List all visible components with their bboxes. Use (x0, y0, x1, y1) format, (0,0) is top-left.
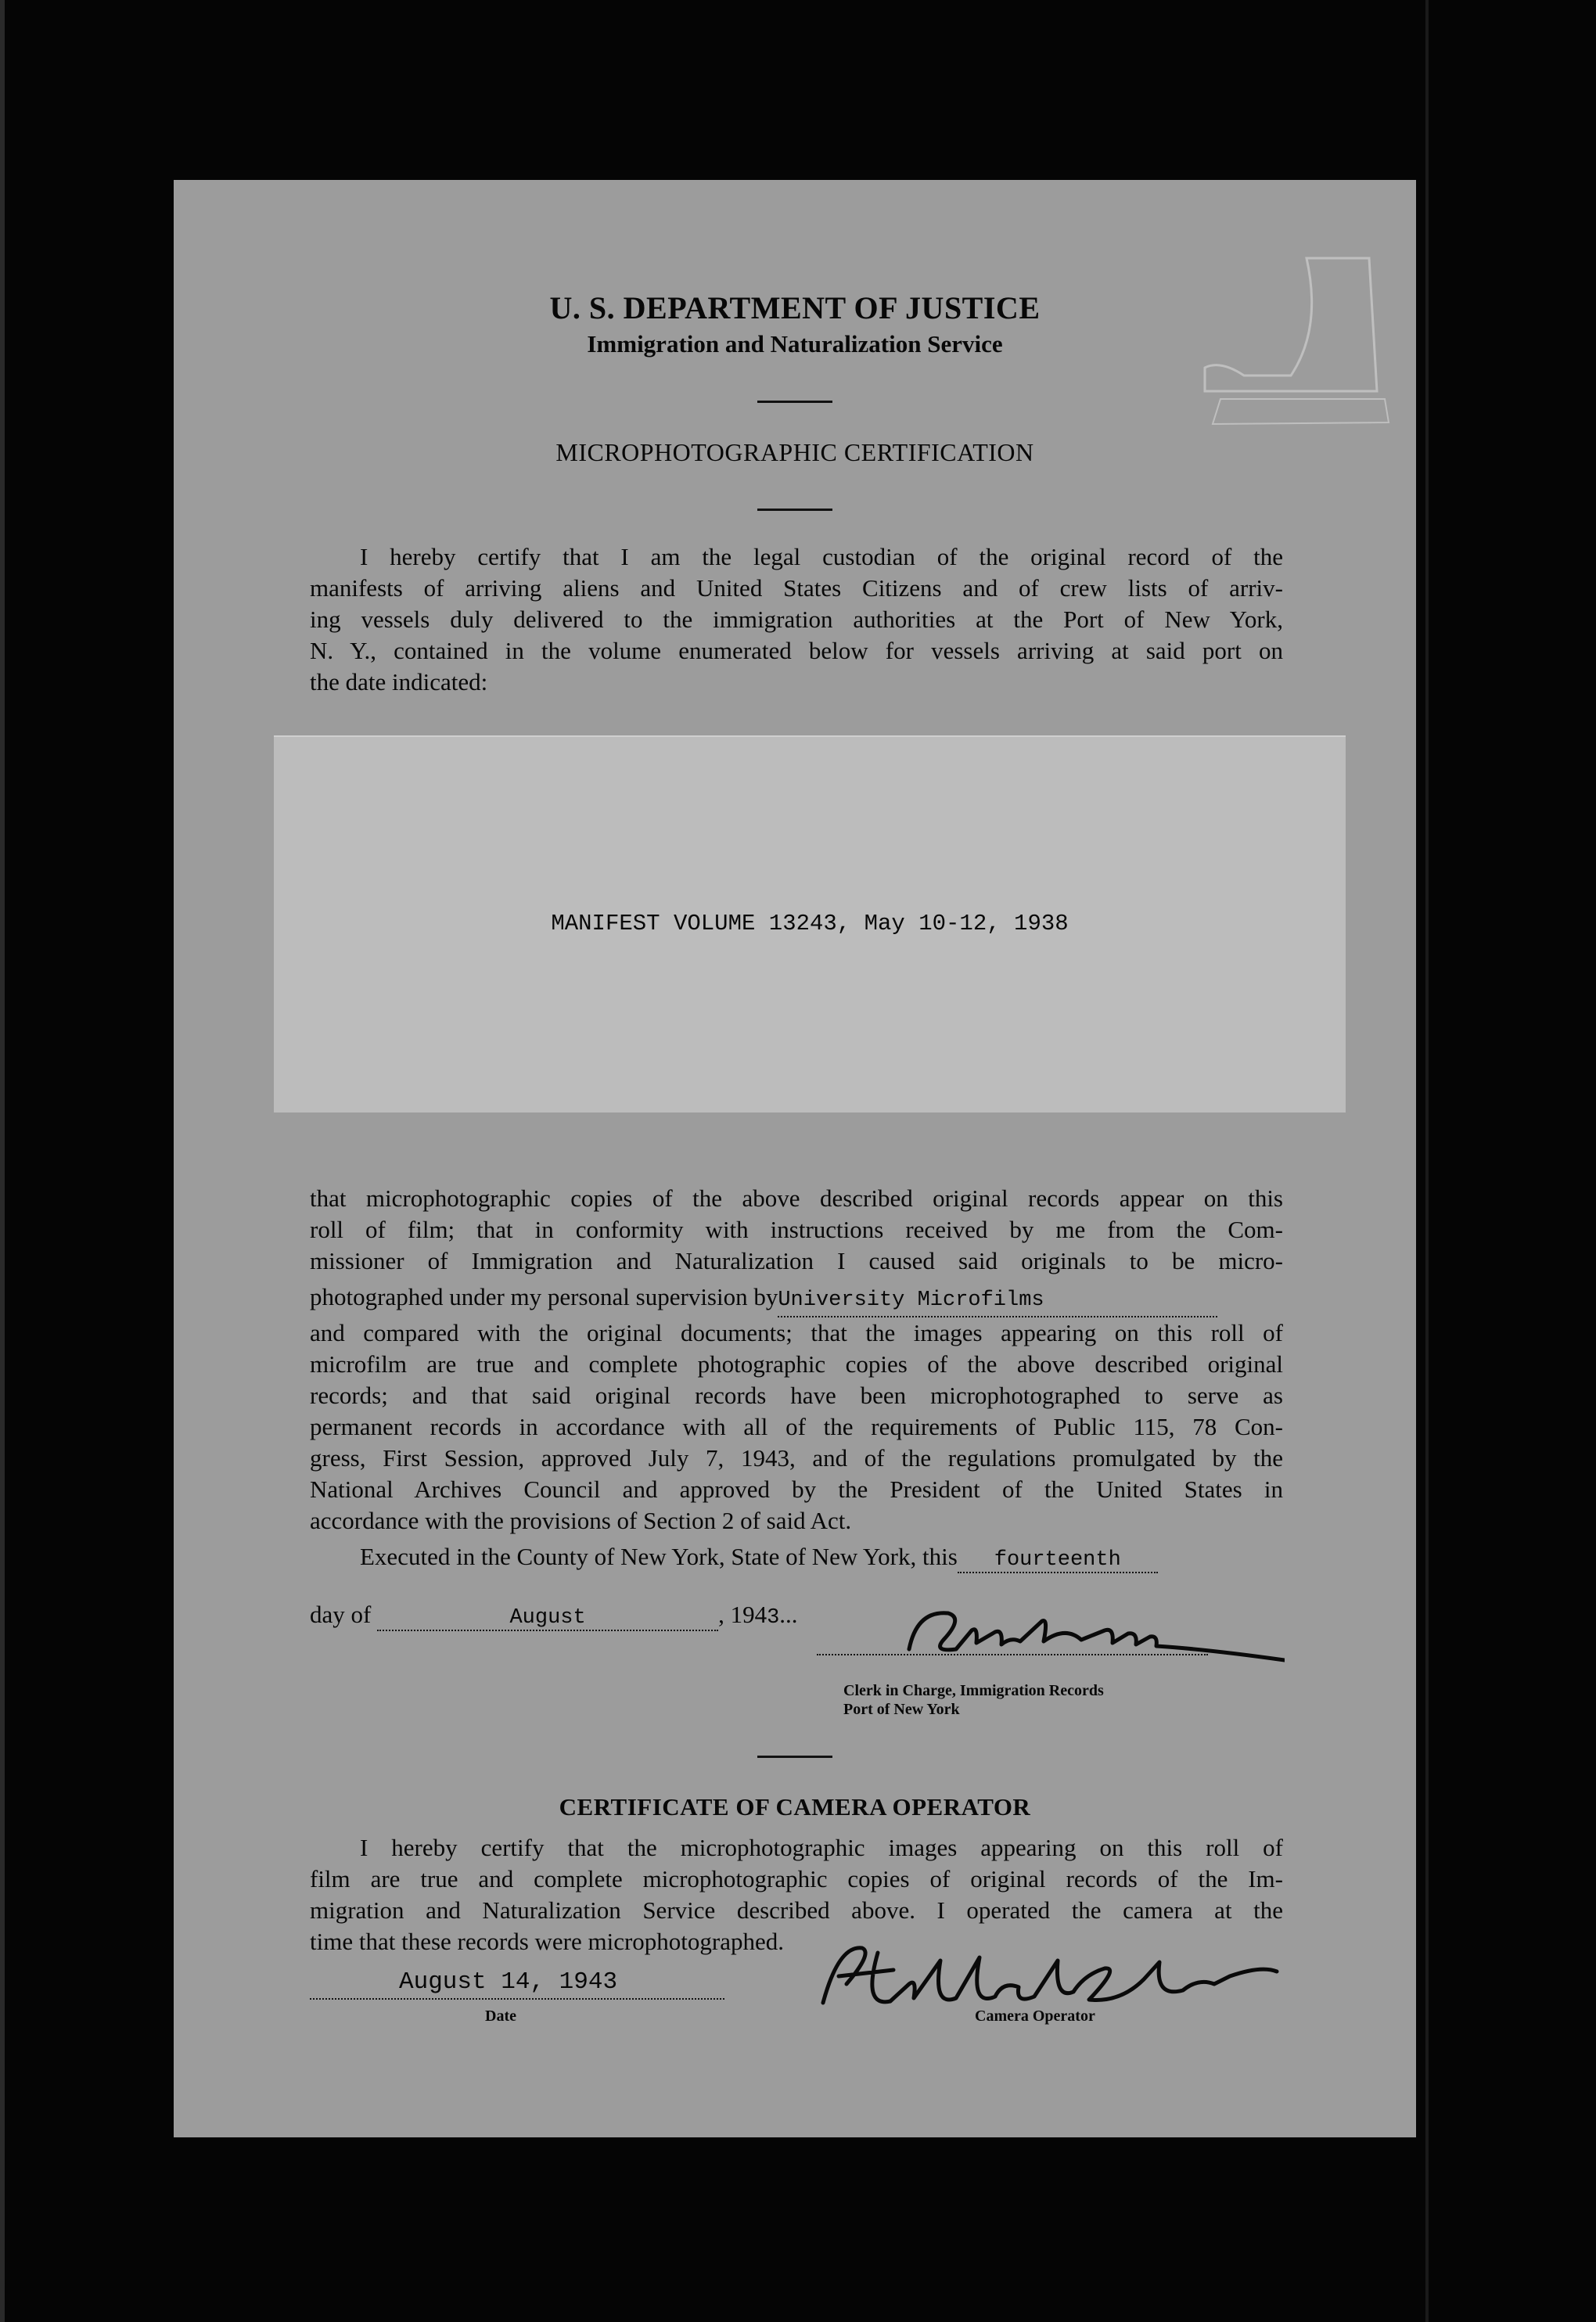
text-line: I hereby certify that the microphotographic images appearing on this roll of (360, 1834, 1283, 1861)
divider (757, 509, 832, 511)
clerk-title: Clerk in Charge, Immigration Records (843, 1682, 1104, 1699)
service-subtitle: Immigration and Naturalization Service (587, 330, 1003, 358)
text-line: records; and that said original records have been microphotographed to serve as (310, 1382, 1283, 1409)
text-line: that microphotographic copies of the above described original records appear on this (310, 1184, 1283, 1212)
manifest-volume: MANIFEST VOLUME 13243, May 10-12, 1938 (551, 911, 1069, 936)
text-line: I hereby certify that I am the legal custodian of the original record of the (360, 543, 1283, 570)
day-blank (958, 1543, 1158, 1573)
executed-line (360, 1543, 1158, 1573)
supervision-line (310, 1281, 1283, 1317)
text-line: N. Y., contained in the volume enumerated below for vessels arriving at said port on (310, 637, 1283, 664)
divider (757, 1756, 832, 1758)
supervision-text: photographed under my personal supervision by (310, 1283, 778, 1310)
department-title: U. S. DEPARTMENT OF JUSTICE (549, 290, 1041, 325)
text-line: National Archives Council and approved by the President of the United States in (310, 1476, 1283, 1503)
year-prefix: , 194 (718, 1601, 767, 1628)
day-fill: fourteenth (994, 1548, 1121, 1572)
camera-operator-label: Camera Operator (975, 2007, 1095, 2025)
text-line: migration and Naturalization Service described above. I operated the camera at the (310, 1896, 1283, 1924)
year-fill: 3 (767, 1606, 780, 1630)
certificate-sheet (174, 180, 1416, 2137)
text-line: gress, First Session, approved July 7, 1943, and of the regulations promulgated by the (310, 1444, 1283, 1472)
certification-title: MICROPHOTOGRAPHIC CERTIFICATION (555, 438, 1034, 466)
intro-paragraph (310, 541, 1283, 698)
supervision-blank (778, 1281, 1217, 1317)
text-line: permanent records in accordance with all of the requirements of Public 115, 78 Con- (310, 1413, 1283, 1440)
manifest-slip (274, 735, 1346, 1112)
date-line (310, 1998, 724, 2000)
year-suffix: ... (779, 1601, 798, 1628)
film-edge-right (1425, 0, 1429, 2322)
month-fill: August (509, 1606, 586, 1630)
divider (757, 401, 832, 403)
day-of-label: day of (310, 1601, 372, 1628)
body-paragraph (310, 1183, 1283, 1537)
date-fill: August 14, 1943 (399, 1968, 618, 1996)
day-of-line (310, 1601, 798, 1631)
text-line: ing vessels duly delivered to the immigration authorities at the Port of New York, (310, 606, 1283, 633)
date-label: Date (485, 2007, 516, 2025)
clerk-port: Port of New York (843, 1701, 960, 1718)
text-line: the date indicated: (310, 668, 488, 696)
faded-stamp (1174, 211, 1408, 446)
text-line: microfilm are true and complete photographic copies of the above described original (310, 1350, 1283, 1378)
text-line: roll of film; that in conformity with instructions received by me from the Com- (310, 1216, 1283, 1243)
film-edge-left (0, 0, 5, 2322)
executed-text: Executed in the County of New York, State of New York, this (360, 1543, 958, 1570)
text-line: manifests of arriving aliens and United States Citizens and of crew lists of arriv- (310, 574, 1283, 602)
text-line: missioner of Immigration and Naturalization I caused said originals to be micro- (310, 1247, 1283, 1274)
camera-section-title: CERTIFICATE OF CAMERA OPERATOR (559, 1793, 1031, 1821)
month-blank (377, 1601, 718, 1631)
text-line: accordance with the provisions of Section 2 of said Act. (310, 1507, 852, 1534)
clerk-signature (878, 1594, 1285, 1680)
text-line: time that these records were microphotographed. (310, 1928, 784, 1955)
text-line: film are true and complete microphotographic copies of original records of the Im- (310, 1865, 1283, 1892)
supervision-fill: University Microfilms (778, 1289, 1044, 1312)
text-line: and compared with the original documents; that the images appearing on this roll of (310, 1319, 1283, 1346)
